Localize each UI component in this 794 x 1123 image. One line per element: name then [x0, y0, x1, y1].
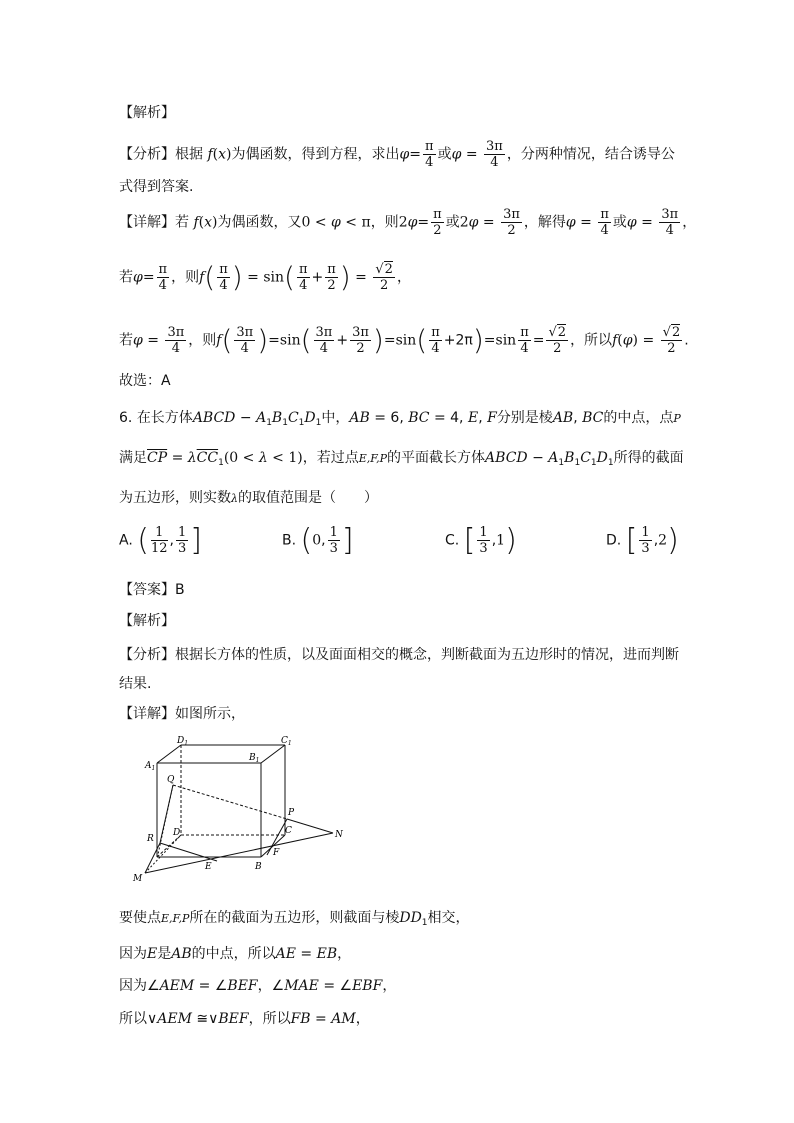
label-b1: $B_1$	[249, 753, 260, 764]
case-2-line: 若φ = $\frac{3\pi}{4}$ ，则f( $\frac{3\pi}{4}$ )=sin( $\frac{3\pi}{4}$ + $\frac{3\pi}{2}$ )=sin( $\frac{\pi}{4}$ +2π)=sin $\frac{\pi}{4}$ = $\frac{√2}{2}$ ，所以f(φ) = $\frac{√2}{2}$ .	[119, 323, 689, 357]
answer-value: B	[175, 582, 185, 598]
answer-tag: 【答案】	[119, 582, 175, 598]
detail-line-1: 【详解】若 f(x)为偶函数，又0 < φ < π，则2φ= $\frac{\pi}{2}$ 或2φ = $\frac{3\pi}{2}$ ，解得φ = $\frac{\pi}{4}$ 或φ = $\frac{3\pi}{4}$ ，	[119, 207, 697, 238]
label-q: Q	[167, 775, 175, 785]
analysis-tag: 【分析】	[119, 146, 175, 163]
analysis-2-line-2: 结果.	[119, 676, 152, 692]
detail-tag: 【详解】	[119, 214, 175, 231]
label-a1: $A_1$	[145, 761, 156, 772]
reason-line-3: 因为∠AEM = ∠BEF，∠MAE = ∠EBF，	[119, 978, 397, 994]
label-d: D	[173, 828, 181, 838]
section-label-analysis-2: 【解析】	[119, 613, 175, 629]
option-a: A. ( $\frac{1}{12}$ , $\frac{1}{3}$ ]	[119, 523, 202, 558]
reason-line-2: 因为E是AB的中点，所以AE = EB，	[119, 946, 352, 962]
conclusion-1: 故选：A	[119, 373, 171, 389]
option-d: D. [ $\frac{1}{3}$ ,2)	[606, 523, 679, 558]
label-r: R	[147, 834, 154, 844]
label-m: M	[133, 874, 143, 884]
question-6-line-1: 6. 在长方体ABCD − $A_1B_1C_1D_1$中，AB = 6, BC = 4, E, F分别是棱AB, BC的中点，点P	[119, 410, 681, 428]
cuboid-figure	[125, 735, 355, 885]
question-6-line-2: 满足$\overline{CP} = \lambda\overline{CC}_1(0 < \lambda < 1)$，若过点E,F,P的平面截长方体ABCD − $A_1B_1C_1D_1$所得的截面	[119, 450, 684, 468]
reason-line-1: 要使点E,F,P所在的截面为五边形，则截面与棱$DD_1$相交，	[119, 910, 470, 928]
label-c1: $C_1$	[281, 736, 292, 747]
label-p: P	[288, 808, 295, 818]
question-6-line-3: 为五边形，则实数λ的取值范围是（ ）	[119, 490, 378, 506]
label-c: C	[285, 826, 292, 836]
answer-line	[119, 580, 185, 600]
label-b: B	[255, 862, 262, 872]
label-f: F	[273, 848, 280, 858]
analysis-line-1: 【分析】根据 f(x)为偶函数，得到方程，求出φ= $\frac{\pi}{4}$ 或φ = $\frac{3\pi}{4}$ ，分两种情况，结合诱导公	[119, 139, 675, 170]
reason-line-4: 所以∨AEM ≅∨BEF，所以FB = AM，	[119, 1011, 370, 1027]
analysis-2-line-1: 【分析】根据长方体的性质，以及面面相交的概念，判断截面为五边形时的情况，进而判断	[119, 647, 679, 663]
option-c: C. [ $\frac{1}{3}$ ,1)	[445, 523, 517, 558]
label-n: N	[335, 830, 343, 840]
detail-2-line: 【详解】如图所示，	[119, 706, 245, 722]
label-d1: $D_1$	[177, 736, 189, 747]
case-1-line: 若φ= $\frac{\pi}{4}$ ，则f( $\frac{\pi}{4}$ ) = sin( $\frac{\pi}{4}$ + $\frac{\pi}{2}$ ) = $\frac{√2}{2}$ ，	[119, 260, 411, 294]
analysis-line-2: 式得到答案.	[119, 179, 194, 195]
option-b: B. (0, $\frac{1}{3}$ ]	[282, 523, 354, 558]
section-label-analysis: 【解析】	[119, 105, 175, 121]
label-e: E	[205, 862, 212, 872]
